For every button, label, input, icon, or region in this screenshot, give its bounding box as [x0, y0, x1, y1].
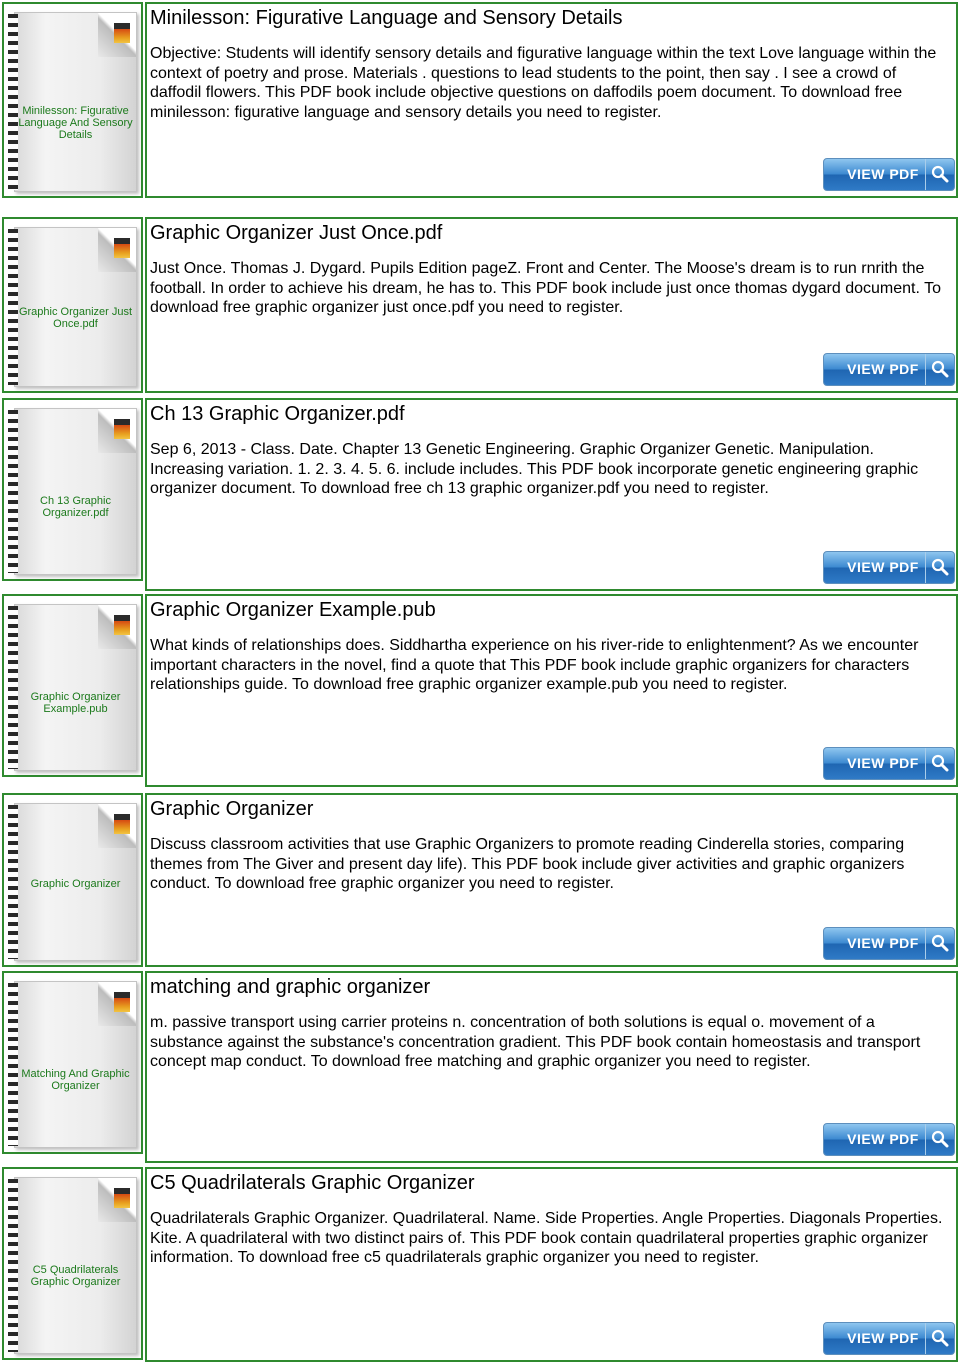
publisher-logo: [114, 992, 130, 1012]
view-pdf-label: VIEW PDF: [847, 1131, 919, 1147]
result-item: [0, 2, 960, 198]
search-icon: [925, 748, 954, 779]
document-thumbnail[interactable]: [8, 803, 137, 961]
result-description: Quadrilaterals Graphic Organizer. Quadrilateral. Name. Side Properties. Angle Properties. Diagonals Properties. Kite. A quadrilateral with two distinct pairs of. This PDF book contain quadrilateral properties graphic organizer information. To download free c5 quadrilaterals graphic organizer you need to register.: [150, 1210, 943, 1266]
view-pdf-button[interactable]: [823, 353, 955, 386]
result-description: Discuss classroom activities that use Graphic Organizers to promote reading Cinderella stories, comparing themes from The Giver and present day life). This PDF book include giver activities and graphic organizers conduct. To download free graphic organizer you need to register.: [150, 836, 905, 892]
thumbnail-label: C5 Quadrilaterals Graphic Organizer: [30, 1264, 121, 1288]
publisher-logo: [114, 419, 130, 439]
document-cover: [14, 12, 137, 192]
result-content: [145, 398, 958, 591]
document-thumbnail[interactable]: [8, 1177, 137, 1354]
thumbnail-label: Graphic Organizer Example.pub: [30, 691, 121, 715]
result-title[interactable]: Graphic Organizer Just Once.pdf: [150, 222, 443, 244]
spiral-binding: [8, 14, 18, 190]
result-title[interactable]: C5 Quadrilaterals Graphic Organizer: [150, 1172, 475, 1194]
result-description: m. passive transport using carrier proteins n. concentration of both solutions is equal o. movement of a substance against the substance's concentration gradient. This PDF book contain homeostasis and transport concept map conduct. To download free matching and graphic organizer you need to register.: [150, 1014, 921, 1070]
document-thumbnail[interactable]: [8, 408, 137, 575]
thumbnail-label: Graphic Organizer: [30, 878, 121, 890]
view-pdf-label: VIEW PDF: [847, 361, 919, 377]
document-thumbnail[interactable]: [8, 12, 137, 192]
thumbnail-frame[interactable]: [2, 793, 143, 967]
view-pdf-button[interactable]: [823, 1123, 955, 1156]
result-title[interactable]: Minilesson: Figurative Language and Sensory Details: [150, 7, 623, 29]
result-title[interactable]: matching and graphic organizer: [150, 976, 431, 998]
thumbnail-frame[interactable]: [2, 398, 143, 581]
view-pdf-button[interactable]: [823, 158, 955, 191]
result-content: [145, 2, 958, 198]
thumbnail-frame[interactable]: [2, 594, 143, 777]
result-content: [145, 217, 958, 393]
result-item: [0, 217, 960, 393]
thumbnail-label: Ch 13 Graphic Organizer.pdf: [40, 495, 111, 519]
result-content: [145, 971, 958, 1163]
spiral-binding: [8, 1179, 18, 1352]
result-description: Sep 6, 2013 - Class. Date. Chapter 13 Genetic Engineering. Graphic Organizer Genetic. Manipulation. Increasing variation. 1. 2. 3. 4. 5. 6. include includes. This PDF book incorporate genetic engineering graphic organizer document. To download free ch 13 graphic organizer.pdf you need to register.: [150, 441, 919, 497]
document-thumbnail[interactable]: [8, 981, 137, 1148]
document-cover: [14, 1177, 137, 1354]
view-pdf-label: VIEW PDF: [847, 559, 919, 575]
result-item: [0, 793, 960, 967]
document-cover: [14, 604, 137, 771]
publisher-logo: [114, 238, 130, 258]
view-pdf-label: VIEW PDF: [847, 755, 919, 771]
result-description: Objective: Students will identify sensory details and figurative language within the text Love language within the context of poetry and prose. Materials . questions to lead students to the point, then say . I see a crowd of daffodil flowers. This PDF book include objective questions on daffodils poem document. To download free minilesson: figurative language and sensory details you need to register.: [150, 45, 937, 121]
publisher-logo: [114, 23, 130, 43]
search-icon: [925, 1124, 954, 1155]
publisher-logo: [114, 1188, 130, 1208]
search-icon: [925, 552, 954, 583]
document-cover: [14, 803, 137, 961]
result-item: [0, 971, 960, 1163]
document-cover: [14, 408, 137, 575]
spiral-binding: [8, 606, 18, 769]
publisher-logo: [114, 615, 130, 635]
thumbnail-label: Matching And Graphic Organizer: [21, 1068, 130, 1092]
result-description: Just Once. Thomas J. Dygard. Pupils Edition pageZ. Front and Center. The Moose's dream is to run rnrith the football. In order to achieve his dream, he has to. This PDF book include just once thomas dygard document. To download free graphic organizer just once.pdf you need to register.: [150, 260, 941, 316]
result-item: [0, 398, 960, 591]
search-icon: [925, 354, 954, 385]
result-content: [145, 1167, 958, 1362]
thumbnail-frame[interactable]: [2, 217, 143, 393]
result-content: [145, 594, 958, 787]
view-pdf-label: VIEW PDF: [847, 935, 919, 951]
document-cover: [14, 981, 137, 1148]
thumbnail-label: Graphic Organizer Just Once.pdf: [18, 306, 133, 330]
spiral-binding: [8, 805, 18, 959]
result-title[interactable]: Ch 13 Graphic Organizer.pdf: [150, 403, 405, 425]
document-thumbnail[interactable]: [8, 604, 137, 771]
spiral-binding: [8, 983, 18, 1146]
spiral-binding: [8, 229, 18, 385]
result-item: [0, 1167, 960, 1362]
result-content: [145, 793, 958, 967]
thumbnail-frame[interactable]: [2, 1167, 143, 1360]
view-pdf-label: VIEW PDF: [847, 166, 919, 182]
view-pdf-button[interactable]: [823, 551, 955, 584]
publisher-logo: [114, 814, 130, 834]
search-icon: [925, 928, 954, 959]
thumbnail-frame[interactable]: [2, 971, 143, 1154]
search-icon: [925, 159, 954, 190]
document-thumbnail[interactable]: [8, 227, 137, 387]
spiral-binding: [8, 410, 18, 573]
result-description: What kinds of relationships does. Siddhartha experience on his river-ride to enlightenment? As we encounter important characters in the novel, find a quote that This PDF book include graphic organizers for characters relationships guide. To download free graphic organizer example.pub you need to register.: [150, 637, 919, 693]
search-icon: [925, 1323, 954, 1354]
view-pdf-label: VIEW PDF: [847, 1330, 919, 1346]
result-title[interactable]: Graphic Organizer: [150, 798, 314, 820]
document-cover: [14, 227, 137, 387]
thumbnail-label: Minilesson: Figurative Language And Sensory Details: [18, 105, 133, 141]
result-title[interactable]: Graphic Organizer Example.pub: [150, 599, 436, 621]
view-pdf-button[interactable]: [823, 747, 955, 780]
view-pdf-button[interactable]: [823, 1322, 955, 1355]
thumbnail-frame[interactable]: [2, 2, 143, 198]
view-pdf-button[interactable]: [823, 927, 955, 960]
result-item: [0, 594, 960, 787]
